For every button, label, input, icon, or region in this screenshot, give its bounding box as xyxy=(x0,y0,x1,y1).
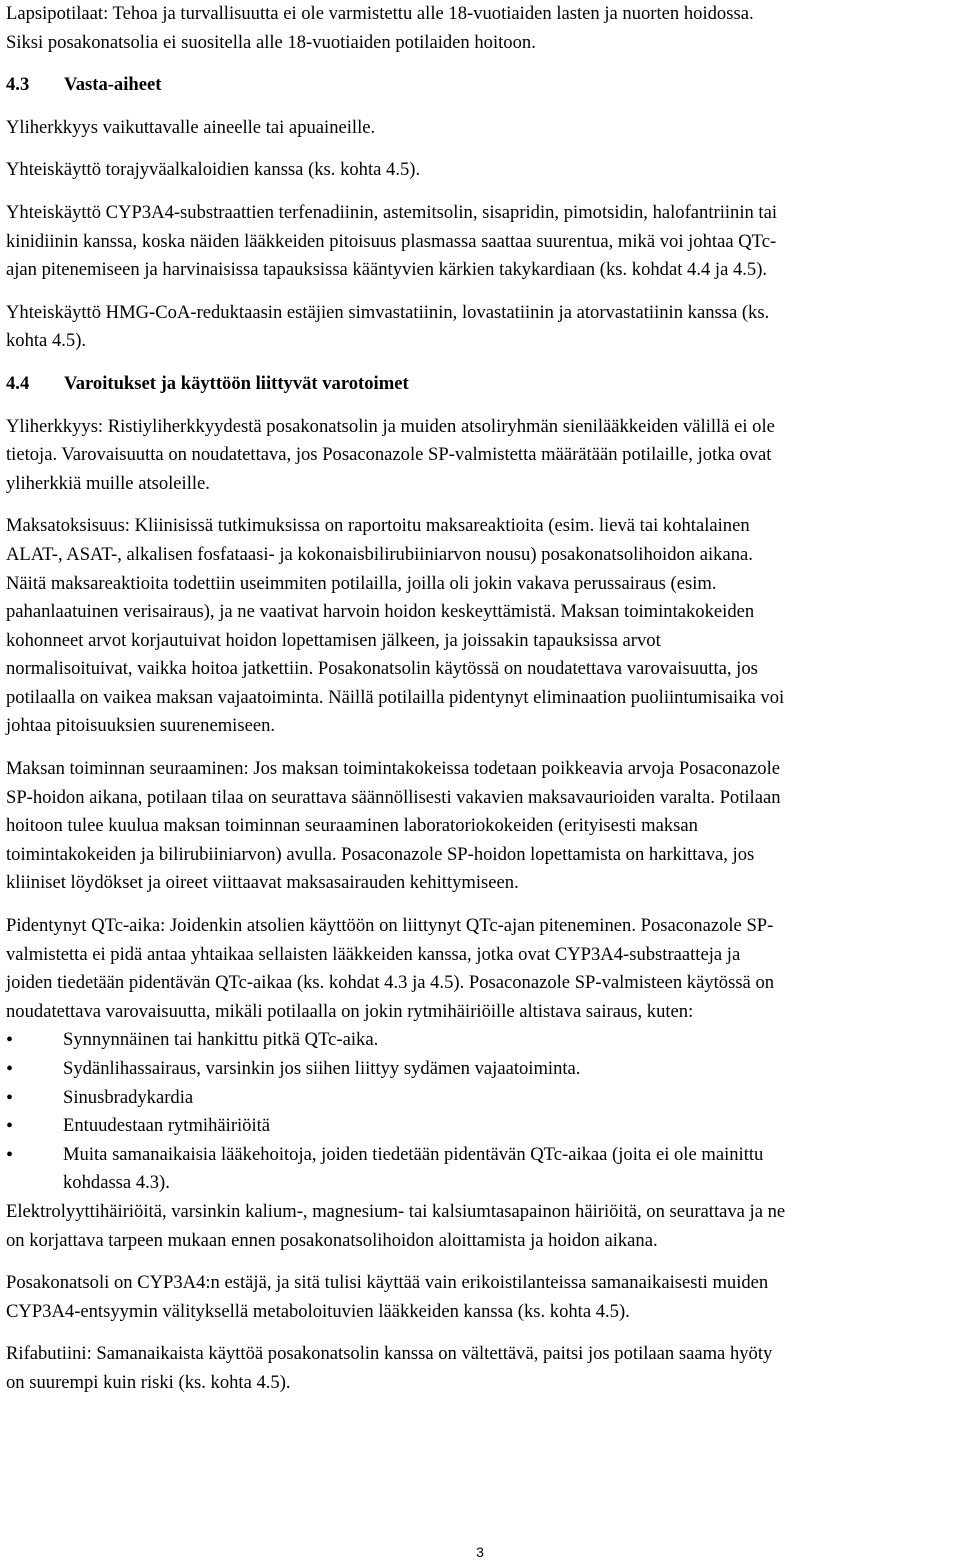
paragraph-pediatric xyxy=(6,0,956,57)
paragraph-electrolytes xyxy=(6,1198,956,1255)
text-line: Yhteiskäyttö HMG-CoA-reduktaasin estäjien simvastatiinin, lovastatiinin ja atorvastatiinin kanssa (ks. xyxy=(6,301,770,323)
text-line: Yliherkkyys: Ristiyliherkkyydestä posakonatsolin ja muiden atsoliryhmän sienilääkkeiden välillä ei ole xyxy=(6,415,775,437)
text-line: valmistetta ei pidä antaa yhtaikaa sellaisten lääkkeiden kanssa, jotka ovat CYP3A4-substraatteja ja xyxy=(6,943,741,965)
text-line: yliherkkiä muille atsoleille. xyxy=(6,472,210,494)
section-heading-4-3 xyxy=(6,71,956,100)
list-item: • Sydänlihassairaus, varsinkin jos siihen liittyy sydämen vajaatoiminta. xyxy=(6,1055,956,1084)
text-line: Yhteiskäyttö CYP3A4-substraattien terfenadiinin, astemitsolin, sisapridin, pimotsidin, halofantriinin tai xyxy=(6,201,778,223)
text-line: kliiniset löydökset ja oireet viittaavat maksasairauden kehittymiseen. xyxy=(6,872,519,894)
text-line: toimintakokeiden ja bilirubiiniarvon) avulla. Posaconazole SP-hoidon lopettamista on harkittava, jos xyxy=(6,843,755,865)
text-line: ALAT-, ASAT-, alkalisen fosfataasi- ja kokonaisbilirubiiniarvon nousu) posakonatsolihoidon aikana. xyxy=(6,543,753,565)
paragraph-hypersensitivity-contra xyxy=(6,114,956,143)
text-line: Yliherkkyys vaikuttavalle aineelle tai apuaineille. xyxy=(6,116,376,138)
page-number: 3 xyxy=(476,1544,484,1560)
text-line: Maksatoksisuus: Kliinisissä tutkimuksissa on raportoitu maksareaktioita (esim. lievä tai kohtalainen xyxy=(6,515,750,537)
section-title: Vasta-aiheet xyxy=(64,74,162,96)
text-line: Pidentynyt QTc-aika: Joidenkin atsolien käyttöön on liittynyt QTc-ajan piteneminen. Posaconazole SP- xyxy=(6,915,774,937)
text-line: SP-hoidon aikana, potilaan tilaa on seurattava säännöllisesti vakavien maksavaurioiden varalta. Potilaan xyxy=(6,786,781,808)
text-line: Posakonatsoli on CYP3A4:n estäjä, ja sitä tulisi käyttää vain erikoistilanteissa samanaikaisesti muiden xyxy=(6,1272,769,1294)
paragraph-cross-hypersensitivity xyxy=(6,413,956,499)
list-item: • Entuudestaan rytmihäiriöitä xyxy=(6,1112,956,1141)
list-item: • Sinusbradykardia xyxy=(6,1084,956,1113)
text-line: joiden tiedetään pidentävän QTc-aikaa (ks. kohdat 4.3 ja 4.5). Posaconazole SP-valmisteen käytössä on xyxy=(6,972,775,994)
text-line: Maksan toiminnan seuraaminen: Jos maksan toimintakokeissa todetaan poikkeavia arvoja Posaconazole xyxy=(6,758,781,780)
text-line: kohta 4.5). xyxy=(6,330,87,352)
text-line: Näitä maksareaktioita todettiin useimmiten potilailla, joilla oli jokin vakava perussairaus (esim. xyxy=(6,572,717,594)
list-item: • Muita samanaikaisia lääkehoitoja, joiden tiedetään pidentävän QTc-aikaa (joita ei ole mainittu kohdassa 4.3). xyxy=(6,1141,956,1198)
paragraph-hmg-coa xyxy=(6,299,956,356)
paragraph-cyp3a4-inhibitor xyxy=(6,1269,956,1326)
section-title: Varoitukset ja käyttöön liittyvät varotoimet xyxy=(64,372,409,394)
text-line: noudatettava varovaisuutta, mikäli potilaalla on jokin rytmihäiriöille altistava sairaus, kuten: xyxy=(6,1000,694,1022)
text-line: normalisoituivat, vaikka hoitoa jatkettiin. Posakonatsolin käytössä on noudatettava varovaisuutta, jos xyxy=(6,658,758,680)
text-line: on korjattava tarpeen mukaan ennen posakonatsolihoidon aloittamista ja hoidon aikana. xyxy=(6,1229,658,1251)
list-item: • Synnynnäinen tai hankittu pitkä QTc-aika. xyxy=(6,1026,956,1055)
text-line: pahanlaatuinen verisairaus), ja ne vaativat harvoin hoidon keskeyttämistä. Maksan toimintakokeiden xyxy=(6,601,755,623)
text-line: Yhteiskäyttö torajyväalkaloidien kanssa (ks. kohta 4.5). xyxy=(6,159,421,181)
paragraph-hepatotoxicity xyxy=(6,512,956,741)
paragraph-qtc-prolongation xyxy=(6,912,956,1026)
text-line: Lapsipotilaat: Tehoa ja turvallisuutta ei ole varmistettu alle 18-vuotiaiden lasten ja nuorten hoidossa. xyxy=(6,3,754,24)
text-line: ajan pitenemiseen ja harvinaisissa tapauksissa kääntyvien kärkien takykardiaan (ks. kohdat 4.4 ja 4.5). xyxy=(6,259,768,281)
paragraph-rifabutin xyxy=(6,1340,956,1397)
risk-factor-list xyxy=(6,1026,956,1198)
section-heading-4-4 xyxy=(6,370,956,399)
text-line: tietoja. Varovaisuutta on noudatettava, jos Posaconazole SP-valmistetta määrätään potilaille, jotka ovat xyxy=(6,444,772,466)
text-line: hoitoon tulee kuulua maksan toiminnan seuraaminen laboratoriokokeiden (erityisesti maksan xyxy=(6,815,698,837)
text-line: johtaa pitoisuuksien suurenemiseen. xyxy=(6,715,276,737)
text-line: potilaalla on vaikea maksan vajaatoiminta. Näillä potilailla pidentynyt eliminaation puoliintumisaika voi xyxy=(6,686,785,708)
text-line: kinidiinin kanssa, koska näiden lääkkeiden pitoisuus plasmassa saattaa suurentua, mikä voi johtaa QTc- xyxy=(6,230,777,252)
text-line: Siksi posakonatsolia ei suositella alle 18-vuotiaiden potilaiden hoitoon. xyxy=(6,31,536,53)
paragraph-liver-monitoring xyxy=(6,755,956,898)
paragraph-ergot-alkaloids xyxy=(6,156,956,185)
text-line: Elektrolyyttihäiriöitä, varsinkin kalium-, magnesium- tai kalsiumtasapainon häiriöitä, on seurattava ja ne xyxy=(6,1200,786,1222)
paragraph-cyp3a4-substrates xyxy=(6,199,956,285)
section-number: 4.4 xyxy=(6,372,30,394)
text-line: on suurempi kuin riski (ks. kohta 4.5). xyxy=(6,1371,291,1393)
text-line: Rifabutiini: Samanaikaista käyttöä posakonatsolin kanssa on vältettävä, paitsi jos potilaan saama hyöty xyxy=(6,1343,773,1365)
text-line: CYP3A4-entsyymin välityksellä metaboloituvien lääkkeiden kanssa (ks. kohta 4.5). xyxy=(6,1300,630,1322)
section-number: 4.3 xyxy=(6,74,30,96)
text-line: kohonneet arvot korjautuivat hoidon lopettamisen jälkeen, ja joissakin tapauksissa arvot xyxy=(6,629,661,651)
document-page xyxy=(6,0,956,1412)
